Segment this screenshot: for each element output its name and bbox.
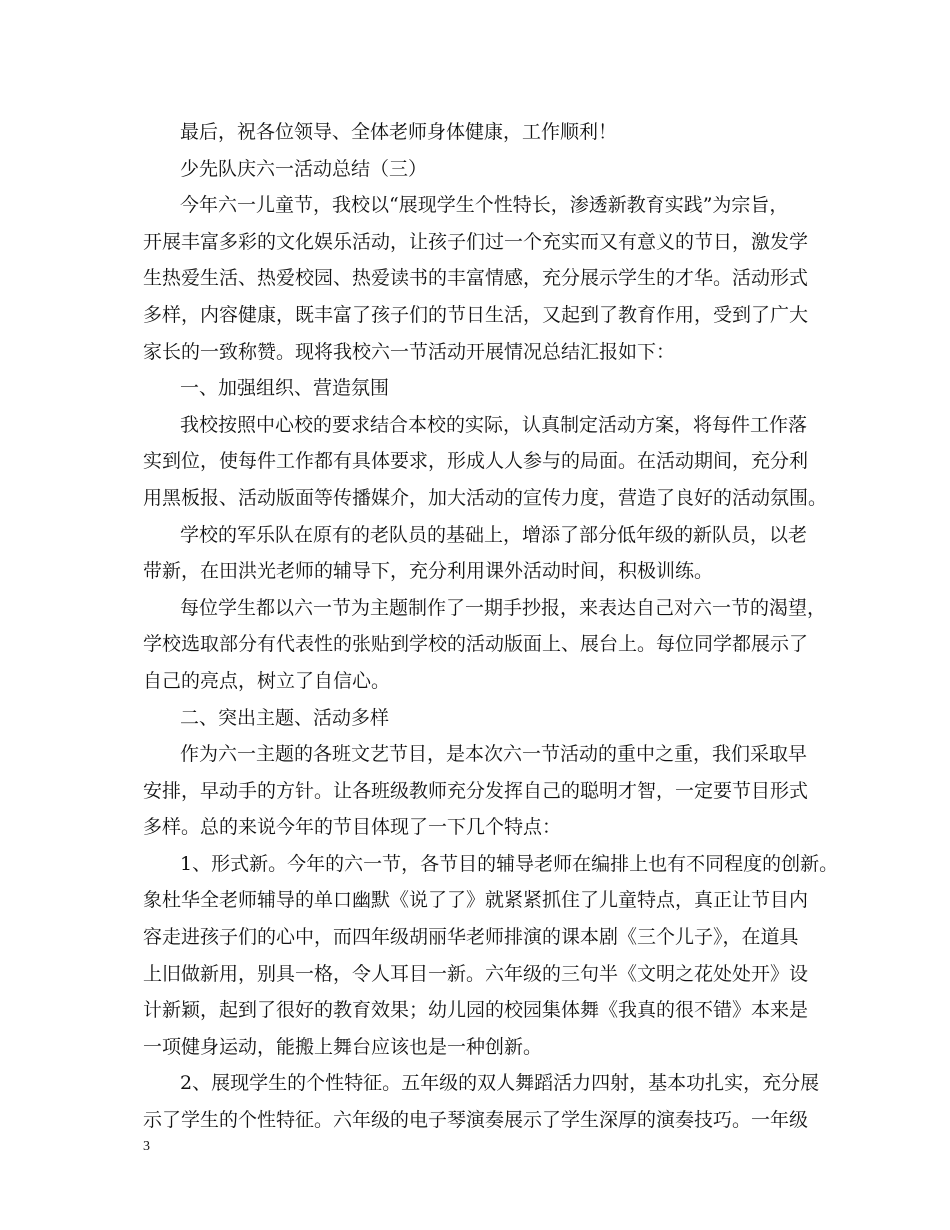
text-line: 带新，在田洪光老师的辅导下，充分利用课外活动时间，积极训练。 [143,560,714,583]
text-line: 学校的军乐队在原有的老队员的基础上，增添了部分低年级的新队员，以老 [180,523,808,546]
document-body [143,114,839,1139]
text-line: 用黑板报、活动版面等传播媒介，加大活动的宣传力度，营造了良好的活动氛围。 [143,486,828,509]
text-line: 示了学生的个性特征。六年级的电子琴演奏展示了学生深厚的演奏技巧。一年级 [143,1109,809,1132]
text-line: 一项健身运动，能搬上舞台应该也是一种创新。 [143,1035,543,1058]
text-line: 生热爱生活、热爱校园、热爱读书的丰富情感，充分展示学生的才华。活动形式 [143,267,809,290]
text-line: 最后，祝各位领导、全体老师身体健康，工作顺利！ [180,121,618,143]
text-line: 二、突出主题、活动多样 [180,706,390,729]
text-line: 少先队庆六一活动总结（三） [180,157,428,180]
text-line: 2、展现学生的个性特征。五年级的双人舞蹈活力四射，基本功扎实，充分展 [180,1072,820,1095]
text-line: 多样。总的来说今年的节目体现了一下几个特点： [143,816,562,839]
text-line: 象杜华全老师辅导的单口幽默《说了了》就紧紧抓住了儿童特点，真正让节目内 [143,889,809,912]
text-line: 安排，早动手的方针。让各班级教师充分发挥自己的聪明才智，一定要节目形式 [143,779,809,802]
text-line: 学校选取部分有代表性的张贴到学校的活动版面上、展台上。每位同学都展示了 [143,633,809,656]
text-line: 容走进孩子们的心中，而四年级胡丽华老师排演的课本剧《三个儿子》，在道具 [143,926,799,949]
text-line: 多样，内容健康，既丰富了孩子们的节日生活，又起到了教育作用，受到了广大 [143,303,809,326]
page-number: 3 [143,1139,150,1154]
text-line: 一、加强组织、营造氛围 [180,377,390,400]
text-line: 1、形式新。今年的六一节，各节目的辅导老师在编排上也有不同程度的创新。 [180,852,839,875]
text-line: 我校按照中心校的要求结合本校的实际，认真制定活动方案，将每件工作落 [180,413,808,436]
text-line: 家长的一致称赞。现将我校六一节活动开展情况总结汇报如下： [143,340,676,363]
text-line: 开展丰富多彩的文化娱乐活动，让孩子们过一个充实而又有意义的节日，激发学 [143,230,809,253]
text-line: 今年六一儿童节，我校以“展现学生个性特长，渗透新教育实践”为宗旨， [180,194,789,217]
text-line: 计新颖，起到了很好的教育效果；幼儿园的校园集体舞《我真的很不错》本来是 [143,999,809,1022]
text-line: 实到位，使每件工作都有具体要求，形成人人参与的局面。在活动期间，充分利 [143,450,809,473]
text-line: 上旧做新用，别具一格，令人耳目一新。六年级的三句半《文明之花处处开》设 [143,962,809,985]
text-line: 每位学生都以六一节为主题制作了一期手抄报，来表达自己对六一节的渴望， [180,596,827,619]
text-line: 作为六一主题的各班文艺节目，是本次六一节活动的重中之重，我们采取早 [180,743,808,766]
text-line: 自己的亮点，树立了自信心。 [143,669,391,692]
